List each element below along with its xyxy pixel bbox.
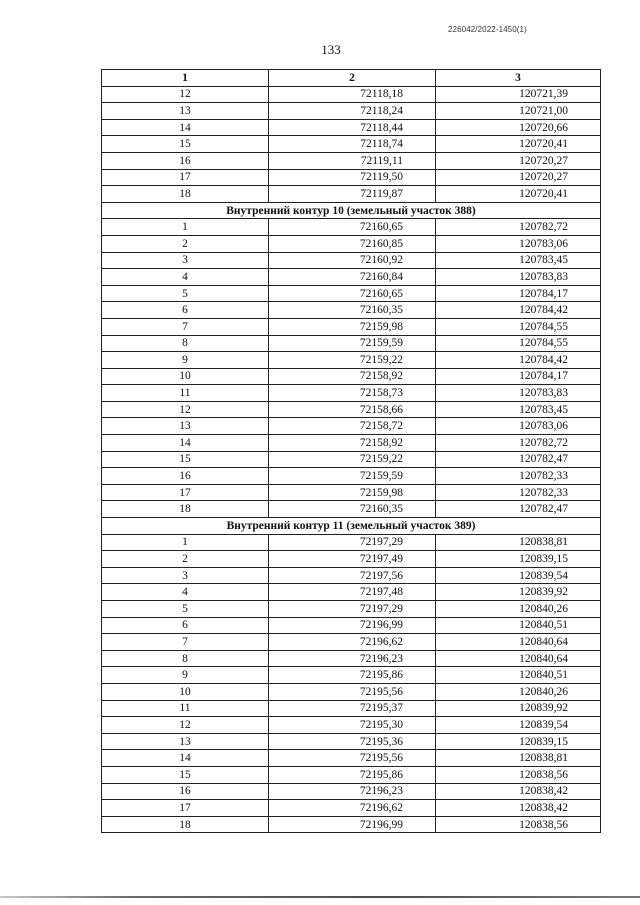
point-number-cell: 14 bbox=[102, 750, 269, 767]
point-number-cell: 16 bbox=[102, 783, 269, 800]
y-coordinate-cell: 120840,64 bbox=[436, 650, 601, 667]
x-coordinate-cell: 72119,50 bbox=[269, 169, 436, 186]
x-coordinate-cell: 72158,66 bbox=[269, 401, 436, 418]
x-coordinate-cell: 72158,73 bbox=[269, 385, 436, 402]
x-coordinate-cell: 72158,92 bbox=[269, 368, 436, 385]
table-row bbox=[102, 451, 601, 468]
x-coordinate-cell: 72195,56 bbox=[269, 750, 436, 767]
column-header-1: 1 bbox=[102, 70, 269, 87]
table-row bbox=[102, 302, 601, 319]
x-coordinate-cell: 72158,92 bbox=[269, 435, 436, 452]
section-title: Внутренний контур 10 (земельный участок 388) bbox=[102, 202, 601, 219]
table-header-row bbox=[102, 70, 601, 87]
point-number-cell: 5 bbox=[102, 285, 269, 302]
y-coordinate-cell: 120782,33 bbox=[436, 484, 601, 501]
x-coordinate-cell: 72195,37 bbox=[269, 700, 436, 717]
table-row bbox=[102, 634, 601, 651]
point-number-cell: 12 bbox=[102, 717, 269, 734]
point-number-cell: 1 bbox=[102, 219, 269, 236]
y-coordinate-cell: 120784,17 bbox=[436, 285, 601, 302]
x-coordinate-cell: 72195,86 bbox=[269, 766, 436, 783]
table-row bbox=[102, 783, 601, 800]
x-coordinate-cell: 72158,72 bbox=[269, 418, 436, 435]
y-coordinate-cell: 120839,92 bbox=[436, 700, 601, 717]
point-number-cell: 9 bbox=[102, 667, 269, 684]
y-coordinate-cell: 120784,55 bbox=[436, 318, 601, 335]
y-coordinate-cell: 120783,06 bbox=[436, 418, 601, 435]
point-number-cell: 4 bbox=[102, 269, 269, 286]
table-row bbox=[102, 335, 601, 352]
point-number-cell: 7 bbox=[102, 634, 269, 651]
y-coordinate-cell: 120840,26 bbox=[436, 601, 601, 618]
table-row bbox=[102, 551, 601, 568]
x-coordinate-cell: 72196,62 bbox=[269, 800, 436, 817]
section-title: Внутренний контур 11 (земельный участок 389) bbox=[102, 518, 601, 535]
x-coordinate-cell: 72160,92 bbox=[269, 252, 436, 269]
y-coordinate-cell: 120840,51 bbox=[436, 667, 601, 684]
point-number-cell: 12 bbox=[102, 401, 269, 418]
x-coordinate-cell: 72159,59 bbox=[269, 335, 436, 352]
x-coordinate-cell: 72160,35 bbox=[269, 501, 436, 518]
y-coordinate-cell: 120839,54 bbox=[436, 567, 601, 584]
point-number-cell: 11 bbox=[102, 385, 269, 402]
point-number-cell: 6 bbox=[102, 617, 269, 634]
y-coordinate-cell: 120838,81 bbox=[436, 534, 601, 551]
point-number-cell: 16 bbox=[102, 468, 269, 485]
y-coordinate-cell: 120782,47 bbox=[436, 451, 601, 468]
point-number-cell: 2 bbox=[102, 235, 269, 252]
point-number-cell: 13 bbox=[102, 103, 269, 120]
x-coordinate-cell: 72159,22 bbox=[269, 352, 436, 369]
point-number-cell: 7 bbox=[102, 318, 269, 335]
x-coordinate-cell: 72196,62 bbox=[269, 634, 436, 651]
point-number-cell: 13 bbox=[102, 418, 269, 435]
table-row bbox=[102, 186, 601, 203]
y-coordinate-cell: 120720,41 bbox=[436, 186, 601, 203]
y-coordinate-cell: 120839,54 bbox=[436, 717, 601, 734]
table-body bbox=[102, 86, 601, 833]
y-coordinate-cell: 120784,42 bbox=[436, 352, 601, 369]
x-coordinate-cell: 72195,30 bbox=[269, 717, 436, 734]
point-number-cell: 3 bbox=[102, 567, 269, 584]
y-coordinate-cell: 120840,51 bbox=[436, 617, 601, 634]
point-number-cell: 1 bbox=[102, 534, 269, 551]
page-number: 133 bbox=[321, 42, 341, 57]
y-coordinate-cell: 120721,00 bbox=[436, 103, 601, 120]
x-coordinate-cell: 72196,99 bbox=[269, 617, 436, 634]
table-row bbox=[102, 501, 601, 518]
point-number-cell: 6 bbox=[102, 302, 269, 319]
table-row bbox=[102, 650, 601, 667]
table-row bbox=[102, 269, 601, 286]
table-row bbox=[102, 617, 601, 634]
table-row bbox=[102, 717, 601, 734]
point-number-cell: 18 bbox=[102, 816, 269, 833]
y-coordinate-cell: 120840,26 bbox=[436, 683, 601, 700]
x-coordinate-cell: 72197,29 bbox=[269, 601, 436, 618]
column-header-3: 3 bbox=[436, 70, 601, 87]
y-coordinate-cell: 120839,15 bbox=[436, 551, 601, 568]
point-number-cell: 4 bbox=[102, 584, 269, 601]
point-number-cell: 9 bbox=[102, 352, 269, 369]
point-number-cell: 14 bbox=[102, 435, 269, 452]
table-row bbox=[102, 584, 601, 601]
y-coordinate-cell: 120838,42 bbox=[436, 783, 601, 800]
table-row bbox=[102, 800, 601, 817]
point-number-cell: 10 bbox=[102, 683, 269, 700]
table-row bbox=[102, 119, 601, 136]
coordinates-table bbox=[101, 69, 601, 833]
point-number-cell: 12 bbox=[102, 86, 269, 103]
table-row bbox=[102, 318, 601, 335]
table-row bbox=[102, 683, 601, 700]
x-coordinate-cell: 72118,18 bbox=[269, 86, 436, 103]
x-coordinate-cell: 72118,24 bbox=[269, 103, 436, 120]
point-number-cell: 3 bbox=[102, 252, 269, 269]
x-coordinate-cell: 72160,85 bbox=[269, 235, 436, 252]
table-row bbox=[102, 667, 601, 684]
point-number-cell: 13 bbox=[102, 733, 269, 750]
table-row bbox=[102, 484, 601, 501]
point-number-cell: 15 bbox=[102, 136, 269, 153]
table-row bbox=[102, 86, 601, 103]
table-row bbox=[102, 152, 601, 169]
table-row bbox=[102, 766, 601, 783]
section-header-row bbox=[102, 518, 601, 535]
coordinates-table-wrapper bbox=[101, 69, 600, 833]
x-coordinate-cell: 72160,35 bbox=[269, 302, 436, 319]
y-coordinate-cell: 120838,56 bbox=[436, 816, 601, 833]
scan-bottom-edge bbox=[0, 896, 640, 898]
table-row bbox=[102, 385, 601, 402]
point-number-cell: 8 bbox=[102, 650, 269, 667]
y-coordinate-cell: 120840,64 bbox=[436, 634, 601, 651]
table-row bbox=[102, 136, 601, 153]
y-coordinate-cell: 120720,27 bbox=[436, 152, 601, 169]
y-coordinate-cell: 120784,55 bbox=[436, 335, 601, 352]
x-coordinate-cell: 72197,56 bbox=[269, 567, 436, 584]
table-row bbox=[102, 219, 601, 236]
point-number-cell: 17 bbox=[102, 484, 269, 501]
x-coordinate-cell: 72195,56 bbox=[269, 683, 436, 700]
table-row bbox=[102, 169, 601, 186]
y-coordinate-cell: 120782,72 bbox=[436, 435, 601, 452]
point-number-cell: 18 bbox=[102, 501, 269, 518]
table-row bbox=[102, 567, 601, 584]
table-row bbox=[102, 252, 601, 269]
y-coordinate-cell: 120838,42 bbox=[436, 800, 601, 817]
point-number-cell: 5 bbox=[102, 601, 269, 618]
x-coordinate-cell: 72197,29 bbox=[269, 534, 436, 551]
x-coordinate-cell: 72195,36 bbox=[269, 733, 436, 750]
table-row bbox=[102, 418, 601, 435]
point-number-cell: 2 bbox=[102, 551, 269, 568]
x-coordinate-cell: 72197,49 bbox=[269, 551, 436, 568]
y-coordinate-cell: 120839,15 bbox=[436, 733, 601, 750]
table-row bbox=[102, 700, 601, 717]
y-coordinate-cell: 120720,66 bbox=[436, 119, 601, 136]
x-coordinate-cell: 72159,98 bbox=[269, 318, 436, 335]
y-coordinate-cell: 120784,17 bbox=[436, 368, 601, 385]
y-coordinate-cell: 120721,39 bbox=[436, 86, 601, 103]
y-coordinate-cell: 120784,42 bbox=[436, 302, 601, 319]
table-row bbox=[102, 103, 601, 120]
y-coordinate-cell: 120838,81 bbox=[436, 750, 601, 767]
x-coordinate-cell: 72159,22 bbox=[269, 451, 436, 468]
y-coordinate-cell: 120783,06 bbox=[436, 235, 601, 252]
x-coordinate-cell: 72196,99 bbox=[269, 816, 436, 833]
y-coordinate-cell: 120782,47 bbox=[436, 501, 601, 518]
point-number-cell: 15 bbox=[102, 766, 269, 783]
y-coordinate-cell: 120783,45 bbox=[436, 252, 601, 269]
x-coordinate-cell: 72196,23 bbox=[269, 650, 436, 667]
x-coordinate-cell: 72159,98 bbox=[269, 484, 436, 501]
x-coordinate-cell: 72159,59 bbox=[269, 468, 436, 485]
y-coordinate-cell: 120720,27 bbox=[436, 169, 601, 186]
y-coordinate-cell: 120720,41 bbox=[436, 136, 601, 153]
table-row bbox=[102, 733, 601, 750]
table-row bbox=[102, 285, 601, 302]
point-number-cell: 10 bbox=[102, 368, 269, 385]
x-coordinate-cell: 72160,65 bbox=[269, 285, 436, 302]
y-coordinate-cell: 120839,92 bbox=[436, 584, 601, 601]
point-number-cell: 17 bbox=[102, 800, 269, 817]
x-coordinate-cell: 72160,65 bbox=[269, 219, 436, 236]
x-coordinate-cell: 72119,11 bbox=[269, 152, 436, 169]
point-number-cell: 17 bbox=[102, 169, 269, 186]
x-coordinate-cell: 72160,84 bbox=[269, 269, 436, 286]
table-row bbox=[102, 601, 601, 618]
table-row bbox=[102, 534, 601, 551]
x-coordinate-cell: 72196,23 bbox=[269, 783, 436, 800]
y-coordinate-cell: 120783,45 bbox=[436, 401, 601, 418]
y-coordinate-cell: 120838,56 bbox=[436, 766, 601, 783]
point-number-cell: 14 bbox=[102, 119, 269, 136]
x-coordinate-cell: 72195,86 bbox=[269, 667, 436, 684]
table-row bbox=[102, 401, 601, 418]
x-coordinate-cell: 72197,48 bbox=[269, 584, 436, 601]
y-coordinate-cell: 120782,72 bbox=[436, 219, 601, 236]
y-coordinate-cell: 120782,33 bbox=[436, 468, 601, 485]
table-row bbox=[102, 235, 601, 252]
point-number-cell: 8 bbox=[102, 335, 269, 352]
x-coordinate-cell: 72118,44 bbox=[269, 119, 436, 136]
table-row bbox=[102, 468, 601, 485]
table-row bbox=[102, 368, 601, 385]
y-coordinate-cell: 120783,83 bbox=[436, 269, 601, 286]
table-row bbox=[102, 816, 601, 833]
section-header-row bbox=[102, 202, 601, 219]
point-number-cell: 15 bbox=[102, 451, 269, 468]
table-row bbox=[102, 750, 601, 767]
point-number-cell: 16 bbox=[102, 152, 269, 169]
point-number-cell: 11 bbox=[102, 700, 269, 717]
table-row bbox=[102, 435, 601, 452]
point-number-cell: 18 bbox=[102, 186, 269, 203]
document-id: 226042/2022-1450(1) bbox=[448, 25, 527, 34]
y-coordinate-cell: 120783,83 bbox=[436, 385, 601, 402]
column-header-2: 2 bbox=[269, 70, 436, 87]
x-coordinate-cell: 72119,87 bbox=[269, 186, 436, 203]
x-coordinate-cell: 72118,74 bbox=[269, 136, 436, 153]
table-row bbox=[102, 352, 601, 369]
